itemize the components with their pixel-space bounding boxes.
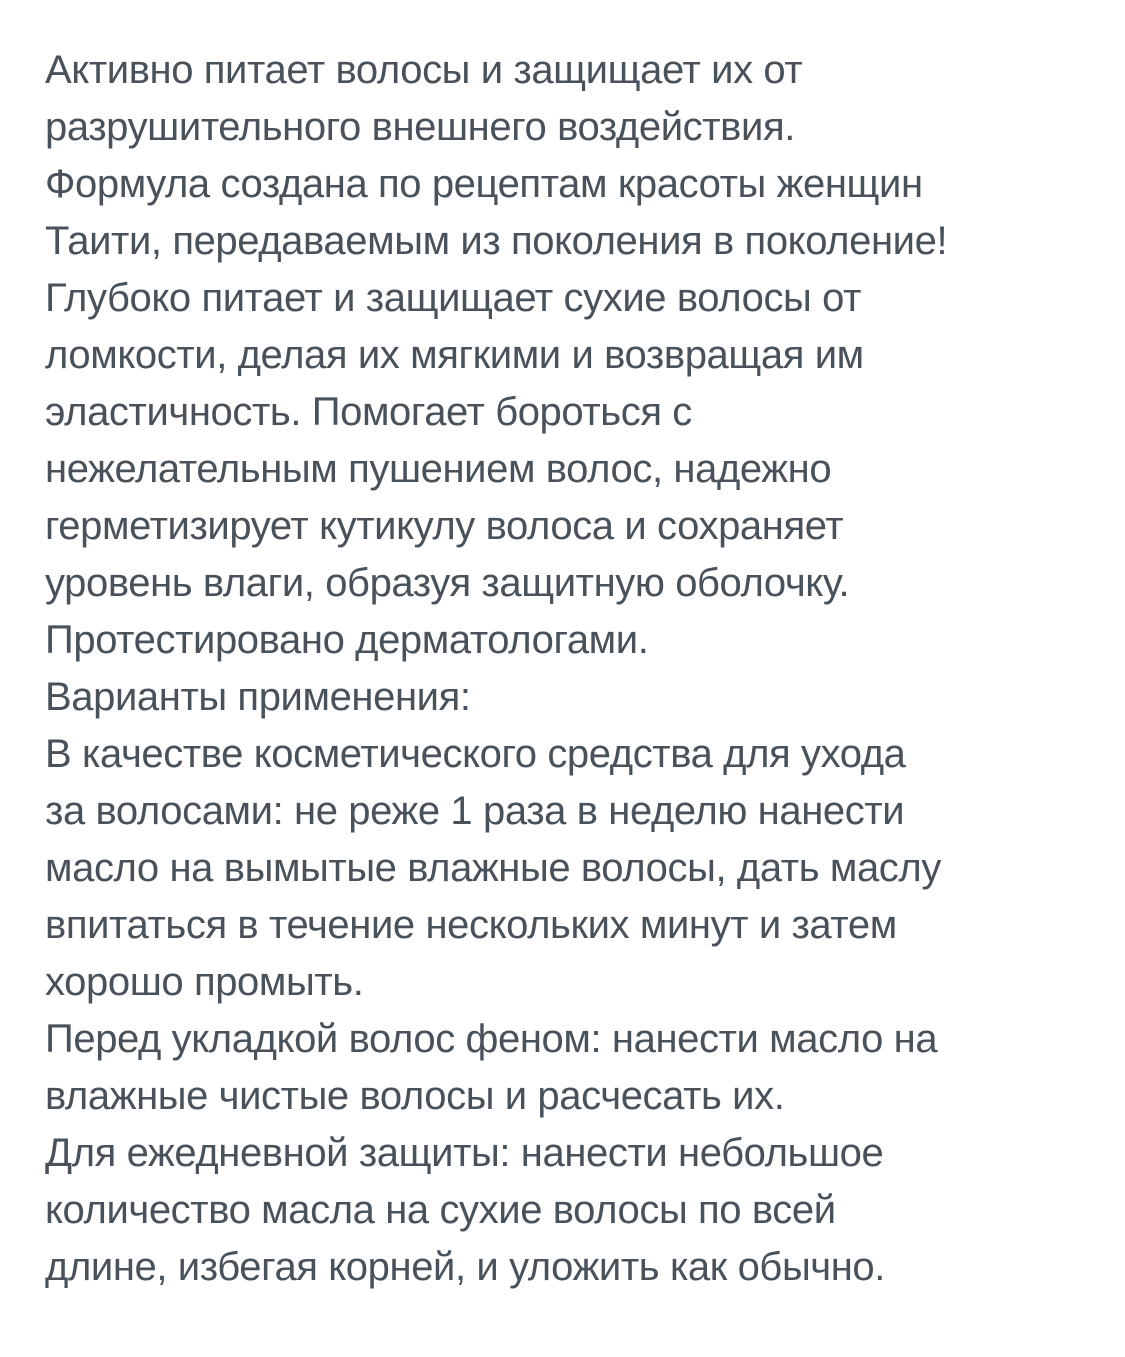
description-paragraph	[45, 42, 1095, 669]
description-line: за волосами: не реже 1 раза в неделю нанести	[45, 789, 905, 833]
description-line: Таити, передаваемым из поколения в поколение!	[45, 219, 948, 263]
description-line: Глубоко питает и защищает сухие волосы от	[45, 276, 862, 320]
description-line: Формула создана по рецептам красоты женщин	[45, 162, 923, 206]
description-line: длине, избегая корней, и уложить как обычно.	[45, 1245, 885, 1289]
description-paragraph	[45, 1011, 1095, 1125]
description-line: Перед укладкой волос феном: нанести масло на	[45, 1017, 938, 1061]
description-line: ломкости, делая их мягкими и возвращая им	[45, 333, 864, 377]
description-paragraph	[45, 669, 1095, 726]
description-line: В качестве косметического средства для ухода	[45, 732, 906, 776]
description-line: Протестировано дерматологами.	[45, 618, 649, 662]
description-line: влажные чистые волосы и расчесать их.	[45, 1074, 785, 1118]
description-line: хорошо промыть.	[45, 960, 364, 1004]
description-line: нежелательным пушением волос, надежно	[45, 447, 832, 491]
description-line: впитаться в течение нескольких минут и затем	[45, 903, 897, 947]
description-line: разрушительного внешнего воздействия.	[45, 105, 795, 149]
description-line: эластичность. Помогает бороться с	[45, 390, 692, 434]
description-paragraph	[45, 726, 1095, 1011]
description-line: герметизирует кутикулу волоса и сохраняет	[45, 504, 844, 548]
description-line: уровень влаги, образуя защитную оболочку.	[45, 561, 850, 605]
description-line: Для ежедневной защиты: нанести небольшое	[45, 1131, 884, 1175]
description-line: масло на вымытые влажные волосы, дать маслу	[45, 846, 941, 890]
description-line: Варианты применения:	[45, 675, 471, 719]
description-line: Активно питает волосы и защищает их от	[45, 48, 803, 92]
description-line: количество масла на сухие волосы по всей	[45, 1188, 836, 1232]
description-paragraph	[45, 1125, 1095, 1296]
